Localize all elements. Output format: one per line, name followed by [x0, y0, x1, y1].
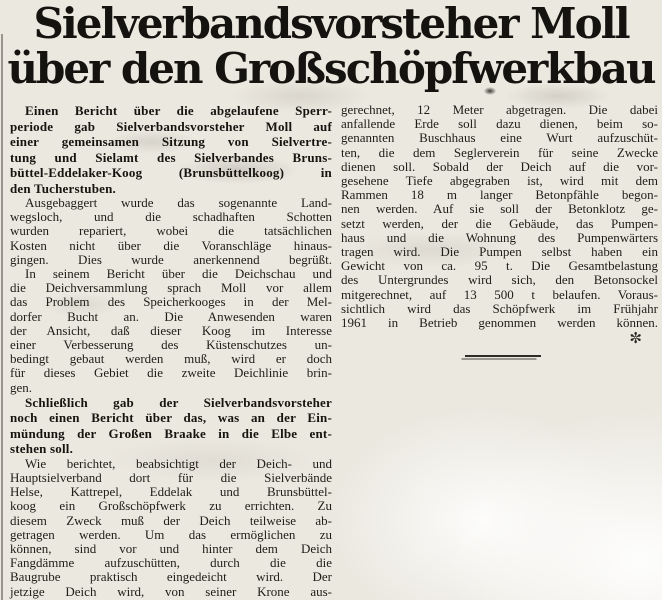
article-line: jetzige Deich wird, von seiner Krone aus- [10, 583, 332, 599]
headline [0, 1, 662, 91]
article-column-right [341, 103, 658, 330]
article-line: tragen wird. Die Pumpen selbst haben ein [341, 244, 658, 260]
article-footer [341, 331, 658, 371]
article-line: gen. [10, 379, 33, 395]
article-line: wurden repariert, wobei die tatsächlichen [10, 223, 332, 239]
article-line: Kosten nicht über die Voranschläge hinaus- [10, 237, 332, 253]
article-line: das Problem des Speicherkooges in der Mel- [10, 294, 332, 310]
article-line: koog ein Großschöpfwerk zu errichten. Zu [10, 498, 332, 514]
article-line: bedingt gebaut werden muß, wird er doch [10, 351, 332, 367]
article-line: periode gab Sielverbandsvorsteher Moll auf [10, 118, 332, 134]
article-line: noch einen Bericht über das, was an der Ein- [10, 410, 332, 426]
article-line: anfallende Erde soll dazu dienen, beim so- [341, 116, 658, 132]
article-line: dienen soll. Sobald der Deich auf die vor- [341, 158, 658, 174]
article-line: einer gemeinsamen Sitzung von Sielvertre- [10, 134, 332, 149]
article-line: des Untergrundes wird sich, den Betonsockel [341, 272, 658, 288]
star-ornament-icon: ✼ [629, 331, 642, 347]
article-end-rule [465, 355, 541, 357]
article-line: genannten Buschhaus eine Wurt aufzuschüt- [341, 130, 658, 146]
article-line: gesehene Tiefe abgegraben ist, wird mit dem [341, 173, 658, 189]
article-line: Fangdämme aufzuschütten, durch die die [10, 555, 332, 571]
article-line: 1961 in Betrieb genommen werden können. [341, 315, 658, 331]
article-line: Einen Bericht über die abgelaufene Sperr- [25, 103, 332, 118]
article-line: büttel-Eddelaker-Koog (Brunsbüttelkoog) in [10, 165, 332, 180]
article-line: mündung der Großen Braake in die Elbe ent- [10, 425, 332, 441]
article-line: mitgerechnet, auf 13 500 t belaufen. Voraus- [341, 286, 658, 302]
headline-line-1: Sielverbandsvorsteher Moll [33, 0, 629, 48]
article-line: den Tucherstuben. [10, 180, 116, 196]
article-line: In seinem Bericht über die Deichschau und [25, 266, 332, 282]
article-line: einer Verbesserung des Küstenschutzes un- [10, 337, 332, 353]
article-line: die Deichversammlung sprach Moll vor allem [10, 280, 332, 296]
article-line: ten, die dem Seglerverein für seine Zwecke [341, 144, 658, 160]
article-line: diesem Zweck muß der Deich teilweise ab- [10, 512, 332, 528]
article-line: setzt werden, der die Gebäude, das Pumpen- [341, 215, 658, 231]
article-line: tung und Sielamt des Sielverbandes Bruns- [10, 149, 332, 165]
article-line: Wie berichtet, beabsichtigt der Deich- und [25, 455, 332, 471]
article-line: Ausgebaggert wurde das sogenannte Land- [25, 195, 332, 210]
article-line: gingen. Dies wurde anerkennend begrüßt. [10, 251, 332, 267]
article-line: für dieses Gebiet die zweite Deichlinie brin- [10, 365, 332, 381]
article-column-left [10, 103, 332, 599]
article-line: stehen soll. [10, 441, 74, 457]
article-line: Gewicht von ca. 95 t. Die Gesamtbelastung [341, 258, 658, 274]
article-line: Rammen 18 m langer Betonpfähle begon- [341, 187, 658, 203]
headline-line-2: über den Großschöpfwerkbau [7, 44, 655, 93]
article-line: Baugrube praktisch eingedeicht wird. Der [10, 569, 332, 585]
article-line: der Ansicht, daß dieser Koog im Interesse [10, 322, 332, 338]
article-line: nen werden. Auf sie soll der Betonklotz ge- [341, 201, 658, 217]
article-line: Hauptsielverband dort für die Sielverbände [10, 470, 332, 486]
article-line: Helse, Kattrepel, Eddelak und Brunsbüttel- [10, 484, 332, 500]
article-line: haus und die Wohnung des Pumpenwärters [341, 229, 658, 245]
article-line: wegsloch, und die schadhaften Schotten [10, 209, 332, 225]
article-line: dorfer Bucht an. Die Anwesenden waren [10, 308, 332, 324]
article-line: getragen werden. Um das ermöglichen zu [10, 526, 332, 542]
left-edge-scan-line [1, 34, 3, 600]
article-line: gerechnet, 12 Meter abgetragen. Die dabei [341, 102, 658, 117]
article-line: Schließlich gab der Sielverbandsvorsteher [25, 394, 332, 410]
article-line: können, sind vor und hinter dem Deich [10, 541, 332, 557]
article-line: sichtlich wird das Schöpfwerk im Frühjahr [341, 300, 658, 316]
